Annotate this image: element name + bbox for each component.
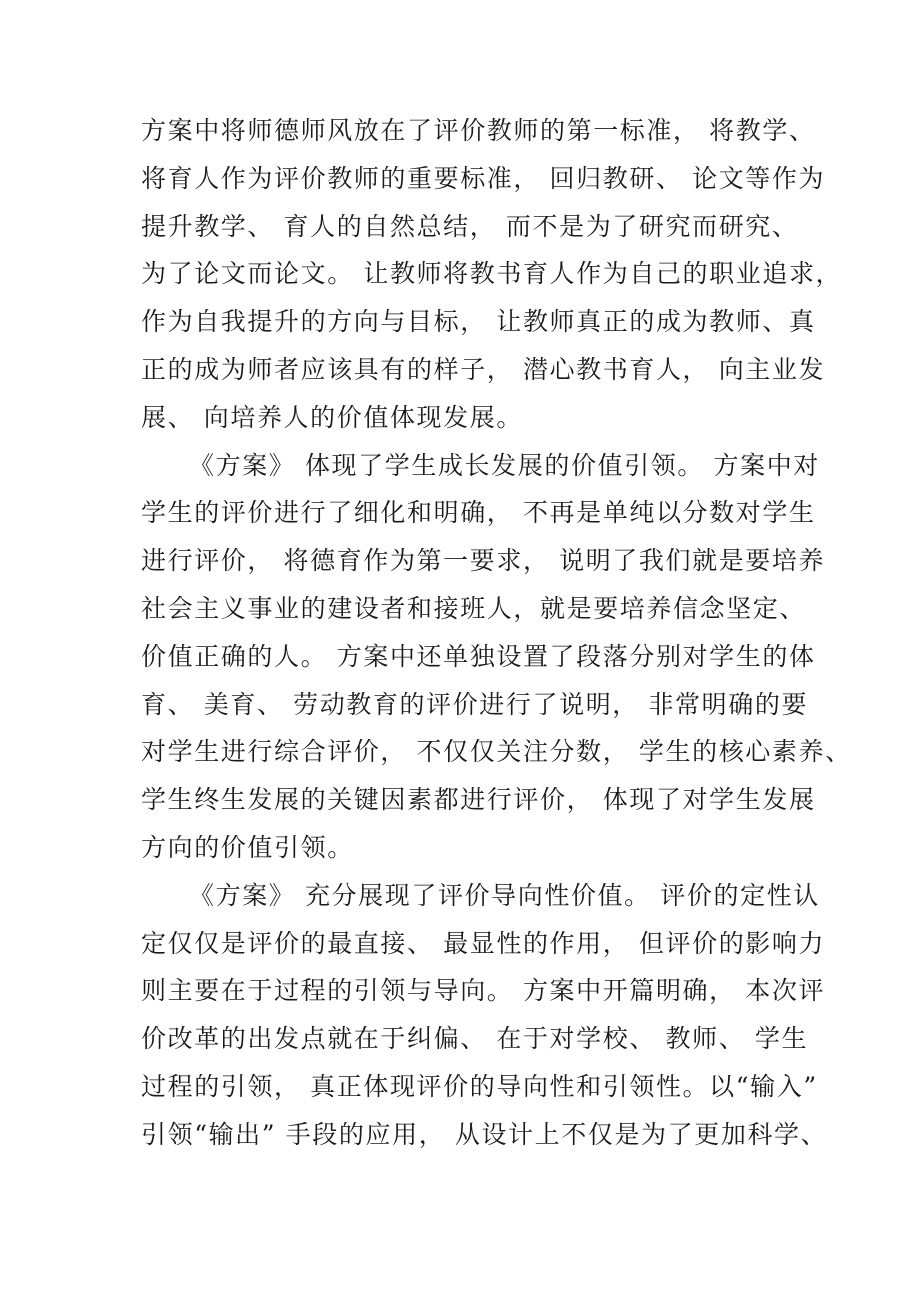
- paragraph-3-line-4: 价改革的出发点就在于纠偏、 在于对学校、 教师、 学生: [141, 1024, 809, 1054]
- paragraph-2-line-2: 学生的评价进行了细化和明确， 不再是单纯以分数对学生: [141, 498, 816, 528]
- paragraph-1-line-6: 正的成为师者应该具有的样子， 潜心教书育人， 向主业发: [141, 354, 826, 384]
- paragraph-3-line-2: 定仅仅是评价的最直接、 最显性的作用， 但评价的影响力: [141, 928, 826, 958]
- paragraph-2-line-9: 方向的价值引领。: [141, 832, 354, 862]
- paragraph-1-line-5: 作为自我提升的方向与目标， 让教师真正的成为教师、真: [141, 307, 816, 337]
- paragraph-3-line-3: 则主要在于过程的引领与导向。 方案中开篇明确， 本次评: [141, 976, 826, 1006]
- paragraph-3-line-5: 过程的引领， 真正体现评价的导向性和引领性。以“输入”: [141, 1071, 818, 1101]
- paragraph-1-line-7: 展、 向培养人的价值体现发展。: [141, 402, 523, 432]
- paragraph-2-line-5: 价值正确的人。 方案中还单独设置了段落分别对学生的体: [141, 641, 816, 671]
- paragraph-1-line-2: 将育人作为评价教师的重要标准， 回归教研、 论文等作为: [141, 163, 826, 193]
- paragraph-2-line-4: 社会主义事业的建设者和接班人，就是要培养信念坚定、: [141, 593, 807, 623]
- document-body: [141, 107, 852, 1159]
- paragraph-2-line-6: 育、 美育、 劳动教育的评价进行了说明， 非常明确的要: [141, 689, 809, 719]
- paragraph-1-line-3: 提升教学、 育人的自然总结， 而不是为了研究而研究、: [141, 211, 799, 241]
- paragraph-1-line-1: 方案中将师德师风放在了评价教师的第一标准， 将教学、: [141, 116, 816, 145]
- paragraph-3-line-1: 《方案》 充分展现了评价导向性价值。 评价的定性认: [189, 880, 820, 910]
- paragraph-2-line-3: 进行评价， 将德育作为第一要求， 说明了我们就是要培养: [141, 546, 826, 576]
- paragraph-2-line-7: 对学生进行综合评价， 不仅仅关注分数， 学生的核心素养、: [141, 737, 852, 767]
- paragraph-2-line-1: 《方案》 体现了学生成长发展的价值引领。 方案中对: [189, 450, 820, 480]
- paragraph-3-line-6: 引领“输出” 手段的应用， 从设计上不仅是为了更加科学、: [141, 1119, 828, 1149]
- paragraph-2-line-8: 学生终生发展的关键因素都进行评价， 体现了对学生发展: [141, 785, 816, 815]
- paragraph-1-line-4: 为了论文而论文。 让教师将教书育人作为自己的职业追求，: [141, 259, 843, 289]
